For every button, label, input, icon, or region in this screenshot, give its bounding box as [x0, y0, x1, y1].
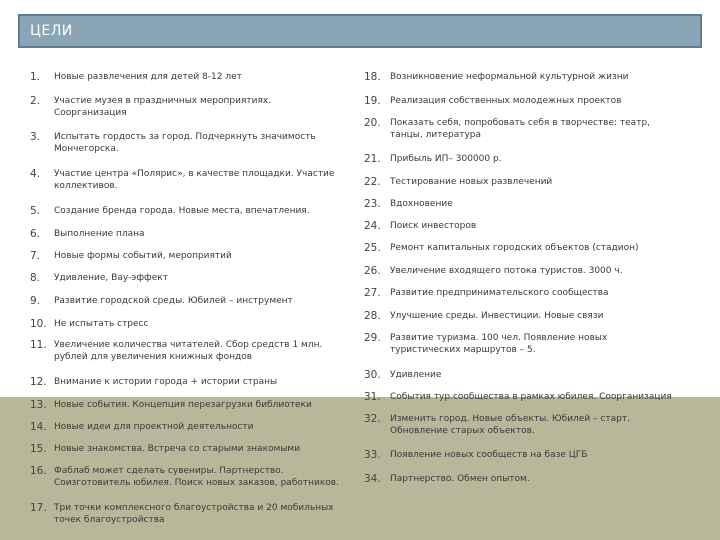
item-number: 33. — [364, 449, 381, 461]
list-item — [30, 228, 359, 240]
item-text: События тур.сообщества в рамках юбилея. Соорганизация — [390, 392, 672, 402]
list-item — [364, 332, 660, 356]
item-number: 23. — [364, 198, 381, 210]
item-number: 31. — [364, 391, 381, 403]
item-text: Прибыль ИП– 300000 р. — [390, 154, 502, 164]
item-text: Испытать гордость за город. Подчеркнуть значимость Мончегорска. — [54, 132, 316, 154]
item-number: 4. — [30, 168, 41, 180]
item-text: Тестирование новых развлечений — [390, 177, 553, 187]
list-item — [364, 310, 705, 322]
item-number: 10. — [30, 318, 47, 330]
list-item — [364, 242, 705, 254]
list-item — [30, 272, 359, 284]
list-item — [30, 421, 359, 433]
item-text: Выполнение плана — [54, 229, 145, 239]
item-text: Внимание к истории города + истории страны — [54, 377, 278, 387]
list-item — [364, 176, 705, 188]
item-number: 2. — [30, 95, 41, 107]
title-bar — [18, 14, 702, 48]
item-text: Создание бренда города. Новые места, впечатления. — [54, 206, 310, 216]
item-number: 15. — [30, 443, 47, 455]
item-number: 9. — [30, 295, 41, 307]
list-item — [30, 318, 359, 330]
list-item — [30, 465, 359, 489]
item-number: 32. — [364, 413, 381, 425]
item-text: Появление новых сообществ на базе ЦГБ — [390, 450, 588, 460]
item-text: Развитие предпринимательского сообщества — [390, 288, 609, 298]
item-text: Три точки комплексного благоустройства и 20 мобильных точек благоустройства — [54, 503, 334, 525]
item-number: 20. — [364, 117, 381, 129]
list-item — [364, 413, 675, 437]
list-item — [364, 265, 705, 277]
list-item — [364, 449, 705, 461]
item-number: 12. — [30, 376, 47, 388]
item-text: Новые события. Концепция перезагрузки библиотеки — [54, 400, 312, 410]
list-item — [30, 168, 359, 192]
item-number: 18. — [364, 71, 381, 83]
list-item — [30, 205, 359, 217]
list-item — [364, 71, 705, 83]
list-item — [364, 198, 705, 210]
item-number: 19. — [364, 95, 381, 107]
item-text: Участие музея в праздничных мероприятиях. Соорганизация — [54, 96, 272, 118]
item-text: Новые идеи для проектной деятельности — [54, 422, 254, 432]
list-item — [30, 502, 359, 526]
item-number: 24. — [364, 220, 381, 232]
item-number: 28. — [364, 310, 381, 322]
item-number: 30. — [364, 369, 381, 381]
item-text: Возникновение неформальной культурной жизни — [390, 72, 629, 82]
list-item — [364, 117, 675, 141]
list-item — [30, 295, 359, 307]
item-text: Увеличение входящего потока туристов. 3000 ч. — [390, 266, 623, 276]
item-text: Реализация собственных молодежных проектов — [390, 96, 622, 106]
list-item — [30, 95, 299, 119]
item-text: Развитие городской среды. Юбилей – инструмент — [54, 296, 293, 306]
list-item — [364, 473, 705, 485]
item-number: 21. — [364, 153, 381, 165]
list-item — [364, 369, 705, 381]
item-number: 8. — [30, 272, 41, 284]
item-text: Новые развлечения для детей 8-12 лет — [54, 72, 242, 82]
list-item — [30, 250, 359, 262]
item-text: Фаблаб может сделать сувениры. Партнерство. Соизготовитель юбилея. Поиск новых заказов, работников. — [54, 466, 339, 488]
item-number: 34. — [364, 473, 381, 485]
item-number: 3. — [30, 131, 41, 143]
item-text: Вдохновение — [390, 199, 453, 209]
list-item — [364, 391, 705, 403]
list-item — [364, 287, 705, 299]
item-number: 5. — [30, 205, 41, 217]
item-text: Показать себя, попробовать себя в творчестве: театр, танцы, литература — [390, 118, 651, 140]
list-item — [30, 399, 359, 411]
item-number: 29. — [364, 332, 381, 344]
item-text: Партнерство. Обмен опытом. — [390, 474, 530, 484]
item-number: 22. — [364, 176, 381, 188]
list-item — [364, 220, 705, 232]
list-item — [30, 443, 359, 455]
item-text: Удивление — [390, 370, 442, 380]
item-text: Развитие туризма. 100 чел. Появление новых туристических маршрутов – 5. — [390, 333, 608, 355]
item-number: 27. — [364, 287, 381, 299]
page-title: ЦЕЛИ — [30, 23, 73, 39]
list-item — [30, 376, 359, 388]
item-text: Изменить город. Новые объекты. Юбилей – старт. Обновление старых объектов. — [390, 414, 630, 436]
list-item — [30, 131, 344, 155]
item-number: 25. — [364, 242, 381, 254]
item-number: 14. — [30, 421, 47, 433]
item-text: Улучшение среды. Инвестиции. Новые связи — [390, 311, 604, 321]
item-number: 16. — [30, 465, 47, 477]
item-number: 7. — [30, 250, 41, 262]
item-number: 17. — [30, 502, 47, 514]
item-text: Новые знакомства. Встреча со старыми знакомыми — [54, 444, 301, 454]
item-text: Новые формы событий, мероприятий — [54, 251, 232, 261]
item-text: Увеличение количества читателей. Сбор средств 1 млн. рублей для увеличения книжных фондов — [54, 340, 323, 362]
item-number: 13. — [30, 399, 47, 411]
item-number: 26. — [364, 265, 381, 277]
item-text: Поиск инвесторов — [390, 221, 477, 231]
item-text: Ремонт капитальных городских объектов (стадион) — [390, 243, 639, 253]
list-item — [364, 95, 705, 107]
list-item — [30, 71, 359, 83]
item-number: 11. — [30, 339, 47, 351]
item-text: Участие центра «Полярис», в качестве площадки. Участие коллективов. — [54, 169, 335, 191]
item-text: Удивление, Вау-эффект — [54, 273, 168, 283]
item-number: 1. — [30, 71, 41, 83]
item-number: 6. — [30, 228, 41, 240]
list-item — [30, 339, 349, 363]
list-item — [364, 153, 705, 165]
item-text: Не испытать стресс — [54, 319, 149, 329]
